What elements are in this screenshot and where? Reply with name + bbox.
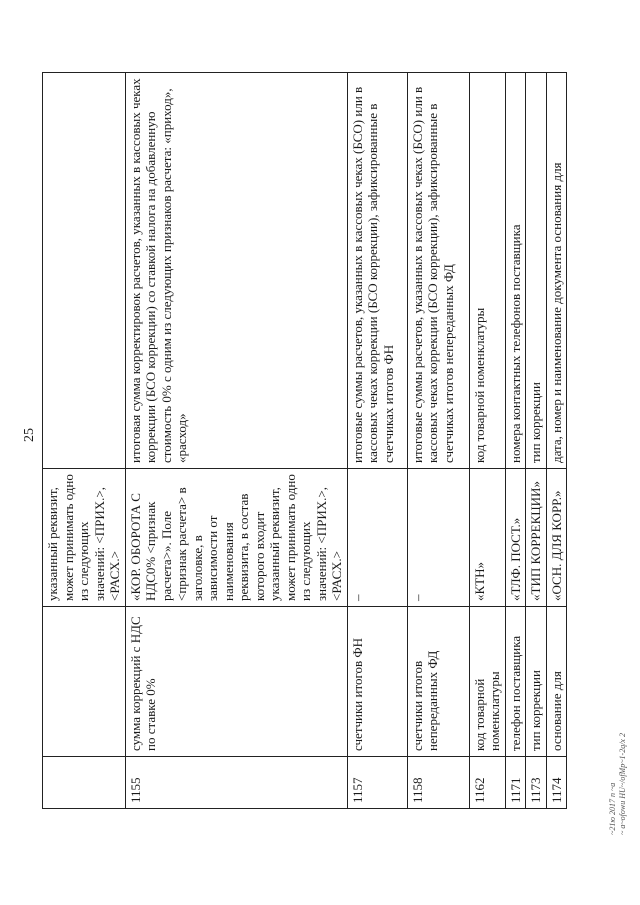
requisite-code: [43, 757, 126, 809]
requisite-name: счетчики итогов непереданных ФД: [407, 607, 469, 757]
table-row: [469, 73, 505, 809]
requisite-print-tag: указанный реквизит, может принимать одно из следующих значений: <ПРИХ.>, <РАСХ.>: [43, 469, 126, 607]
requisite-print-tag: –: [407, 469, 469, 607]
margin-stamp-note: ~21ю 2017 п ~а ~ a~ofowu HU~/ofMp~1-2q/x 2: [608, 733, 627, 835]
requisite-description: итоговая сумма корректировок расчетов, указанных в кассовых чеках коррекции (БСО коррекции) со ставкой налога на добавленную стоимость 0% с одним из следующих признаков расчета: «приход», «расход»: [125, 73, 347, 469]
requisite-code: 1162: [469, 757, 505, 809]
requisite-print-tag: «ОСН. ДЛЯ КОРР.»: [546, 469, 567, 607]
requisite-description: итоговые суммы расчетов, указанных в кассовых чеках (БСО) или в кассовых чеках коррекции (БСО коррекции), зафиксированные в счетчиках итогов непереданных ФД: [407, 73, 469, 469]
requisite-description: дата, номер и наименование документа основания для: [546, 73, 567, 469]
table-row: [546, 73, 567, 809]
requisite-description: [43, 73, 126, 469]
requisite-name: код товарной номенклатуры: [469, 607, 505, 757]
requisite-code: 1157: [347, 757, 407, 809]
requisite-name: сумма коррекций с НДС по ставке 0%: [125, 607, 347, 757]
requisite-code: 1155: [125, 757, 347, 809]
page-number: 25: [22, 428, 37, 442]
requisite-code: 1158: [407, 757, 469, 809]
requisite-print-tag: –: [347, 469, 407, 607]
requisite-print-tag: «КОР. ОБОРОТА С НДС0% <признак расчета>». Поле <признак расчета> в заголовке, в зависимости от наименования реквизита, в состав которого входит указанный реквизит, может принимать одно из следующих значений: <ПРИХ.>, <РАСХ.>: [125, 469, 347, 607]
requisites-table: [42, 72, 567, 809]
requisite-name: счетчики итогов ФН: [347, 607, 407, 757]
table-row: [43, 73, 126, 809]
table-row: [526, 73, 547, 809]
requisite-description: номера контактных телефонов поставщика: [505, 73, 526, 469]
table-row: [347, 73, 407, 809]
requisite-code: 1174: [546, 757, 567, 809]
requisite-name: тип коррекции: [526, 607, 547, 757]
requisite-code: 1173: [526, 757, 547, 809]
table-row: [125, 73, 347, 809]
requisite-name: [43, 607, 126, 757]
table-row: [407, 73, 469, 809]
table-row: [505, 73, 526, 809]
requisite-print-tag: «ТЛФ. ПОСТ.»: [505, 469, 526, 607]
requisite-name: телефон поставщика: [505, 607, 526, 757]
requisite-description: итоговые суммы расчетов, указанных в кассовых чеках (БСО) или в кассовых чеках коррекции (БСО коррекции), зафиксированные в счетчиках итогов ФН: [347, 73, 407, 469]
requisite-print-tag: «КТН»: [469, 469, 505, 607]
requisite-code: 1171: [505, 757, 526, 809]
requisite-description: код товарной номенклатуры: [469, 73, 505, 469]
requisite-print-tag: «ТИП КОРРЕКЦИИ»: [526, 469, 547, 607]
requisite-name: основание для: [546, 607, 567, 757]
requisite-description: тип коррекции: [526, 73, 547, 469]
